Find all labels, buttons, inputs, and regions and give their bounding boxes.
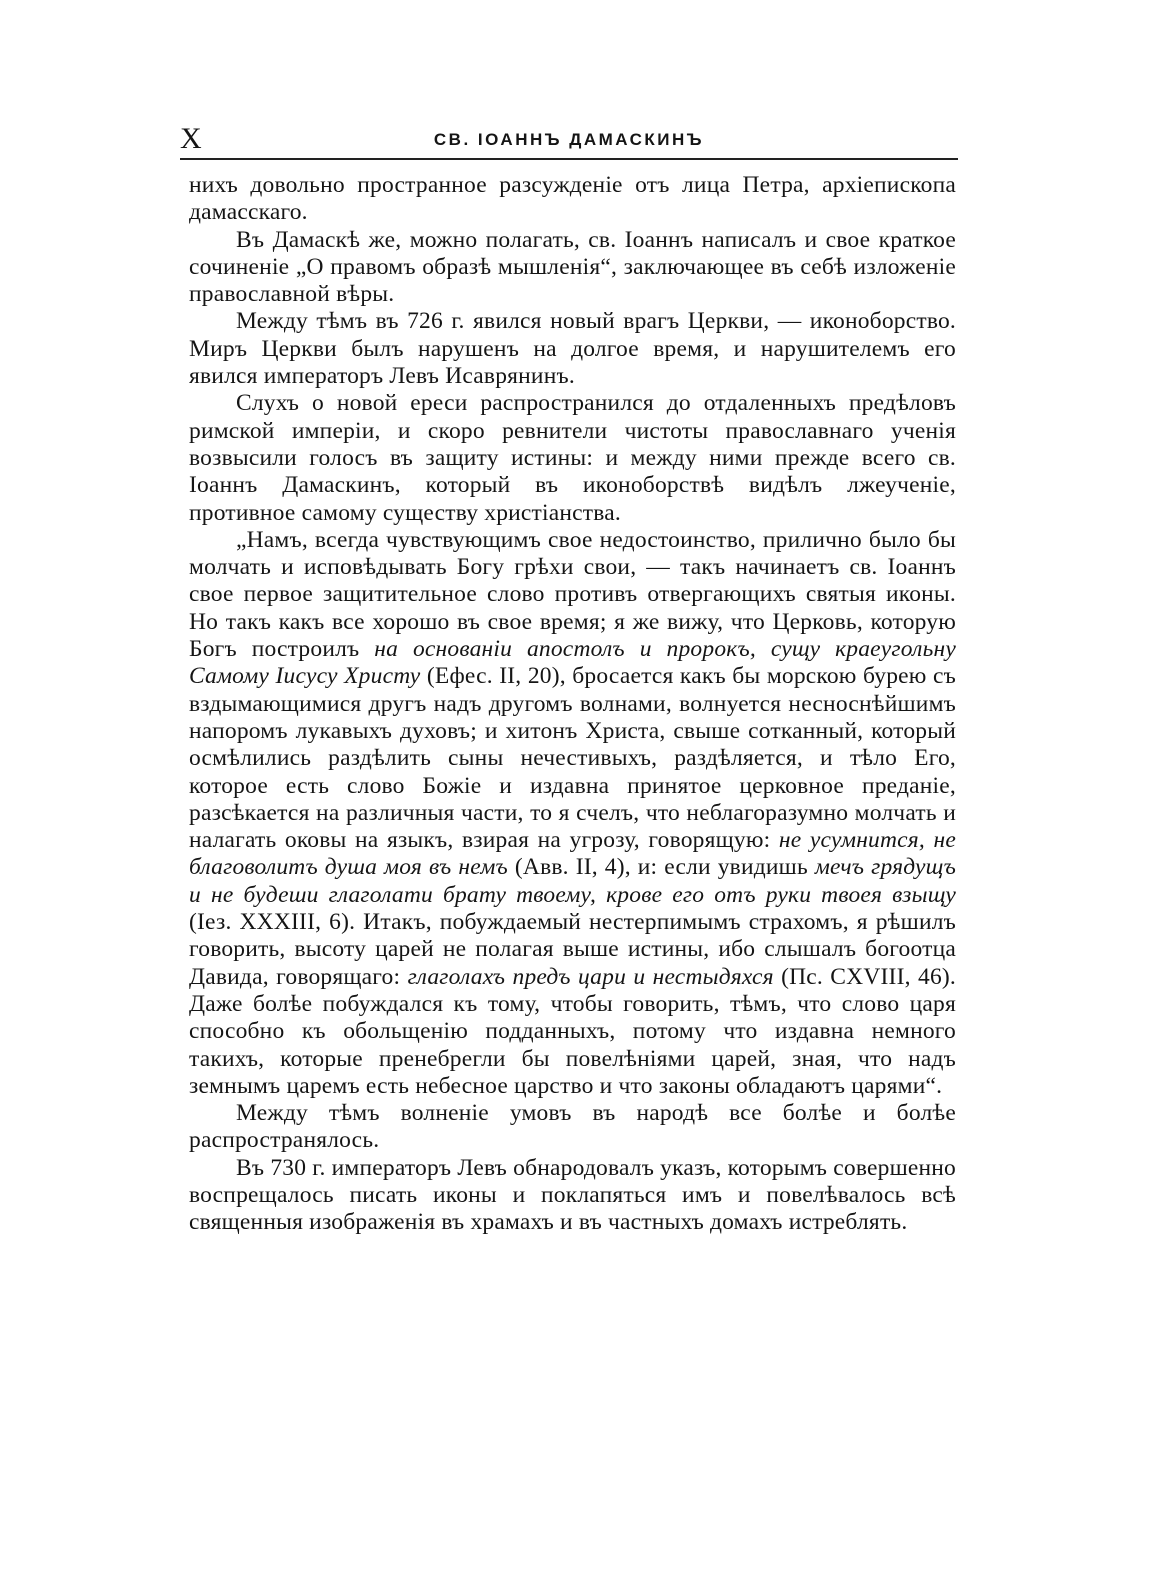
paragraph-5 xyxy=(189,527,956,1100)
page-number: X xyxy=(180,122,202,155)
scripture-quote: не усумнится, не благоволитъ душа моя въ немъ xyxy=(189,827,956,881)
paragraph-4: Слухъ о новой ереси распространился до отдаленныхъ предѣловъ римской имперіи, и скоро ревнители чистоты православнаго ученія возвысили голосъ въ защиту истины: и между ними прежде всего св. Іоаннъ Дамаскинъ, который въ иконоборствѣ видѣлъ лжеученіе, противное самому существу христіанства. xyxy=(189,390,956,526)
scripture-quote: мечъ грядущъ и не будеши глаголати брату твоему, крове его отъ руки твоея взыщу xyxy=(189,854,956,908)
scripture-quote: глаголахъ предъ цари и нестыдяхся xyxy=(407,963,774,990)
page-header xyxy=(180,118,958,160)
body-text xyxy=(189,172,956,1237)
paragraph-3: Между тѣмъ въ 726 г. явился новый врагъ Церкви, — иконоборство. Миръ Церкви былъ нарушенъ на долгое время, и нарушителемъ его явился императоръ Левъ Исаврянинъ. xyxy=(189,308,956,390)
quote-text: (Ефес. II, 20), бросается какъ бы морскою бурею съ вздымающимися другъ надъ другомъ волнами, волнуется несноснѣйшимъ напоромъ лукавыхъ духовъ; и хитонъ Христа, свыше сотканный, который осмѣлились раздѣлить сыны нечестивыхъ, раздѣляется, и тѣло Его, которое есть слово Божіе и издавна принятое церковное преданіе, разсѣкается на различныя части, то я счелъ, что неблагоразумно молчать и налагать оковы на языкъ, взирая на угрозу, говорящую: xyxy=(189,663,956,854)
paragraph-7: Въ 730 г. императоръ Левъ обнародовалъ указъ, которымъ совершенно воспрещалось писать иконы и поклапяться имъ и повелѣвалось всѣ священныя изображенія въ храмахъ и въ частныхъ домахъ истреблять. xyxy=(189,1154,956,1236)
quote-text: (Iез. XXXIII, 6). Итакъ, побуждаемый нестерпимымъ страхомъ, я рѣшилъ говорить, высоту царей не полагая выше истины, ибо слышалъ богоотца Давида, говорящаго: xyxy=(189,909,956,990)
paragraph-6: Между тѣмъ волненіе умовъ въ народѣ все болѣе и болѣе распространялось. xyxy=(189,1100,956,1154)
quote-text: „Намъ, всегда чувствующимъ свое недостоинство, прилично было бы молчать и исповѣдывать Богу грѣхи свои, — такъ начинаетъ св. Іоаннъ свое первое защитительное слово противъ отвергающихъ святыя иконы. Но такъ какъ все хорошо въ свое время; я же вижу, что Церковь, которую Богъ построилъ xyxy=(189,526,956,663)
scripture-quote: на основаніи апостолъ и пророкъ, сущу краеугольну Самому Іисусу Христу xyxy=(189,636,956,690)
quote-text: (Пс. CXVIII, 46). Даже болѣе побуждался къ тому, чтобы говорить, тѣмъ, что слово царя способно къ обольщенію подданныхъ, потому что издавна немного такихъ, которые пренебрегли бы повелѣніями царей, зная, что надъ земнымъ царемъ есть небесное царство и что законы обладаютъ царями“. xyxy=(189,963,957,1099)
running-title: СВ. ІОАННЪ ДАМАСКИНЪ xyxy=(433,130,705,149)
quote-text: (Авв. II, 4), и: если увидишь xyxy=(507,854,815,881)
paragraph-1: нихъ довольно пространное разсужденіе отъ лица Петра, архіепископа дамасскаго. xyxy=(189,172,956,226)
paragraph-2: Въ Дамаскѣ же, можно полагать, св. Іоаннъ написалъ и свое краткое сочиненіе „О правомъ образѣ мышленія“, заключающее въ себѣ изложеніе православной вѣры. xyxy=(189,226,956,308)
